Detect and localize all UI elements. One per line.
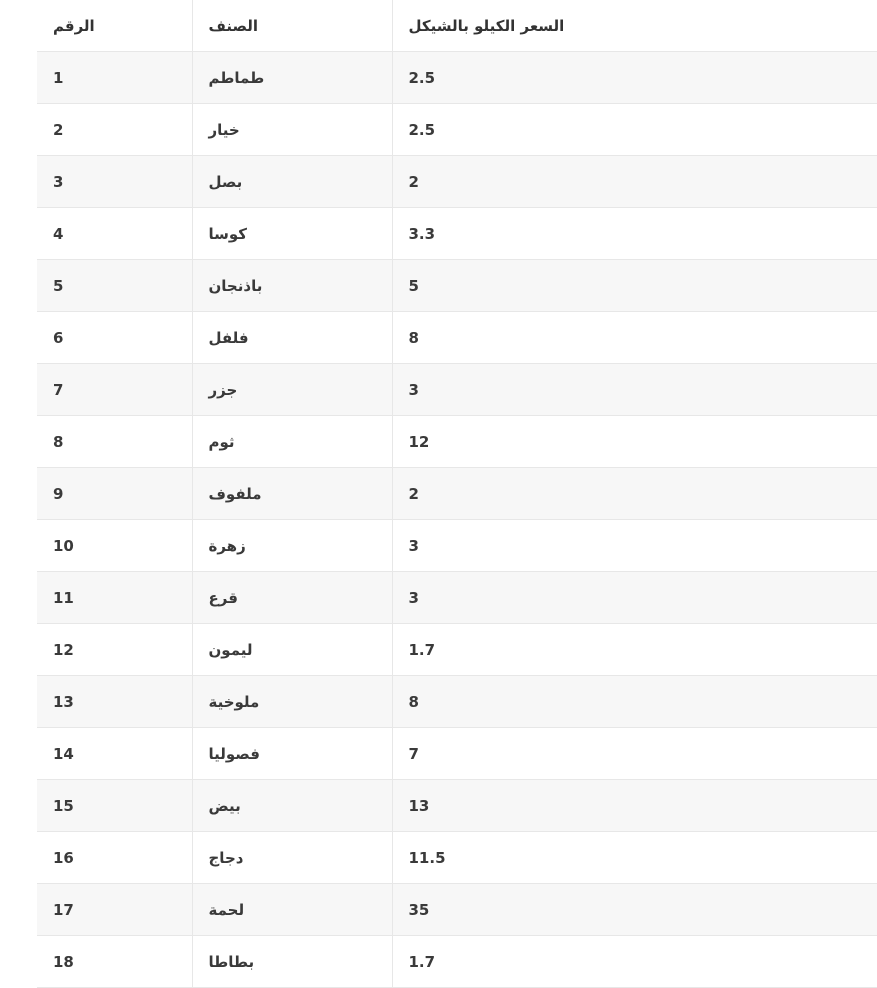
table-header-row [37, 0, 877, 52]
table-row [37, 208, 877, 260]
table-row [37, 780, 877, 832]
cell-price: 2.5 [392, 52, 877, 104]
cell-number: 8 [37, 416, 192, 468]
cell-item: بصل [192, 156, 392, 208]
cell-number: 13 [37, 676, 192, 728]
cell-price: 11.5 [392, 832, 877, 884]
cell-price: 2 [392, 156, 877, 208]
cell-item: فلفل [192, 312, 392, 364]
cell-item: قرع [192, 572, 392, 624]
cell-item: ملفوف [192, 468, 392, 520]
column-header-item: الصنف [192, 0, 392, 52]
column-header-price: السعر الكيلو بالشيكل [392, 0, 877, 52]
table-row [37, 624, 877, 676]
cell-number: 11 [37, 572, 192, 624]
price-table [37, 0, 877, 988]
cell-number: 9 [37, 468, 192, 520]
cell-number: 3 [37, 156, 192, 208]
table-body [37, 52, 877, 988]
cell-number: 17 [37, 884, 192, 936]
cell-price: 5 [392, 260, 877, 312]
table-row [37, 676, 877, 728]
table-row [37, 312, 877, 364]
cell-item: كوسا [192, 208, 392, 260]
cell-price: 7 [392, 728, 877, 780]
cell-number: 10 [37, 520, 192, 572]
table-header [37, 0, 877, 52]
cell-number: 12 [37, 624, 192, 676]
cell-price: 8 [392, 676, 877, 728]
cell-price: 3.3 [392, 208, 877, 260]
cell-price: 3 [392, 572, 877, 624]
cell-number: 4 [37, 208, 192, 260]
cell-item: لحمة [192, 884, 392, 936]
table-row [37, 884, 877, 936]
table-row [37, 572, 877, 624]
cell-item: ليمون [192, 624, 392, 676]
cell-item: خيار [192, 104, 392, 156]
table-row [37, 260, 877, 312]
cell-number: 1 [37, 52, 192, 104]
table-row [37, 832, 877, 884]
column-header-number: الرقم [37, 0, 192, 52]
cell-number: 2 [37, 104, 192, 156]
cell-item: ملوخية [192, 676, 392, 728]
cell-number: 15 [37, 780, 192, 832]
cell-item: بيض [192, 780, 392, 832]
cell-price: 1.7 [392, 936, 877, 988]
table-row [37, 52, 877, 104]
cell-item: بطاطا [192, 936, 392, 988]
cell-price: 35 [392, 884, 877, 936]
cell-price: 3 [392, 520, 877, 572]
cell-item: جزر [192, 364, 392, 416]
cell-price: 3 [392, 364, 877, 416]
table-row [37, 364, 877, 416]
cell-number: 14 [37, 728, 192, 780]
cell-number: 6 [37, 312, 192, 364]
table-row [37, 416, 877, 468]
table-row [37, 468, 877, 520]
table-row [37, 728, 877, 780]
table-row [37, 104, 877, 156]
cell-item: باذنجان [192, 260, 392, 312]
cell-price: 2.5 [392, 104, 877, 156]
table-row [37, 156, 877, 208]
cell-item: ثوم [192, 416, 392, 468]
table-row [37, 520, 877, 572]
cell-price: 8 [392, 312, 877, 364]
cell-price: 13 [392, 780, 877, 832]
cell-number: 7 [37, 364, 192, 416]
table-row [37, 936, 877, 988]
cell-item: دجاج [192, 832, 392, 884]
cell-number: 16 [37, 832, 192, 884]
cell-number: 18 [37, 936, 192, 988]
cell-price: 1.7 [392, 624, 877, 676]
cell-price: 2 [392, 468, 877, 520]
cell-item: طماطم [192, 52, 392, 104]
cell-price: 12 [392, 416, 877, 468]
cell-item: زهرة [192, 520, 392, 572]
cell-item: فصوليا [192, 728, 392, 780]
cell-number: 5 [37, 260, 192, 312]
